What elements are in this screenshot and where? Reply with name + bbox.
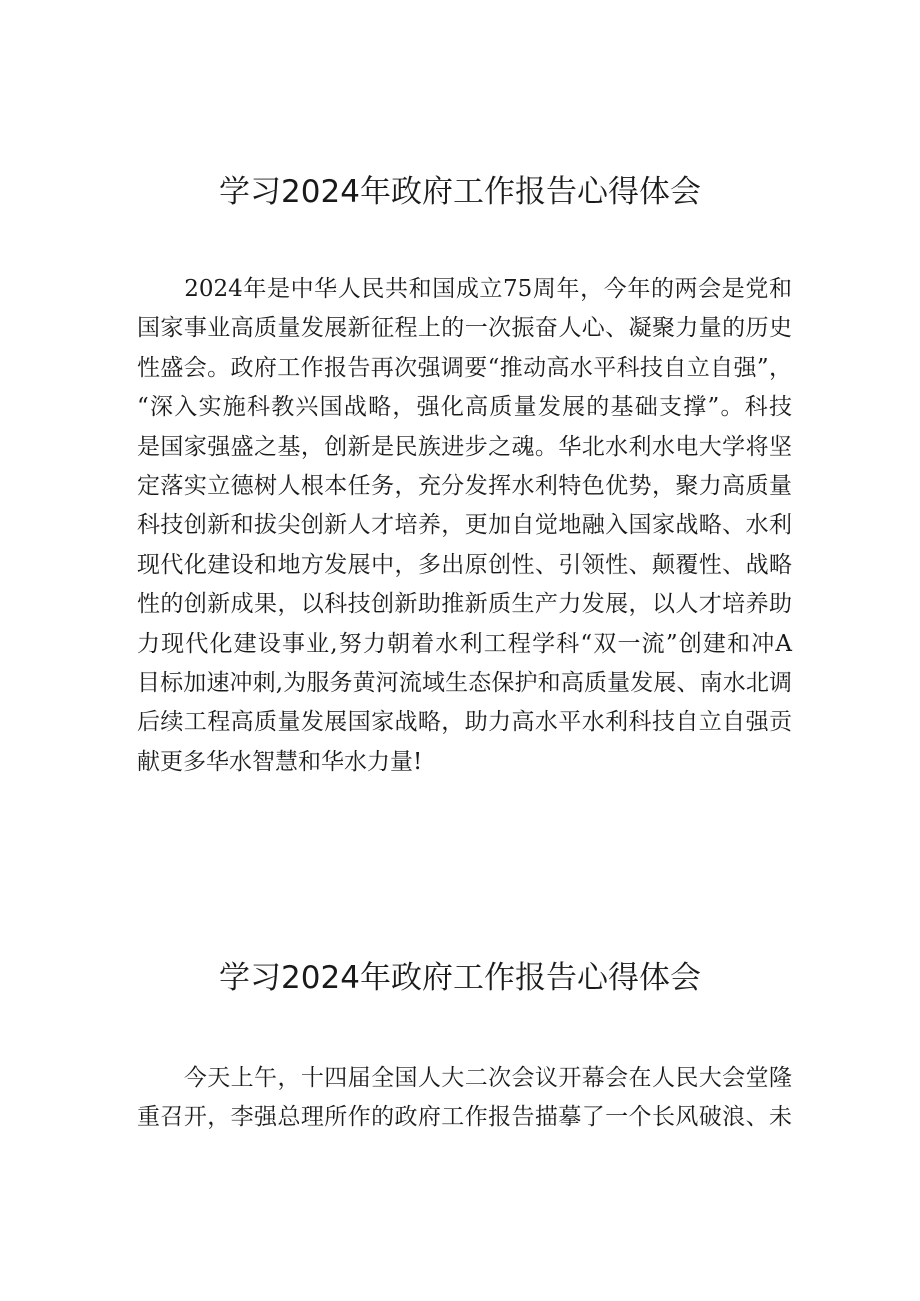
body-paragraph <box>137 270 792 782</box>
paragraph-line: 献更多华水智慧和华水力量! <box>137 748 423 775</box>
paragraph-line: 性的创新成果，以科技创新助推新质生产力发展，以人才培养助 <box>137 591 792 618</box>
paragraph-line: 重召开，李强总理所作的政府工作报告描摹了一个长风破浪、未 <box>137 1104 792 1131</box>
paragraph-line: 国家事业高质量发展新征程上的一次振奋人心、凝聚力量的历史 <box>137 315 792 342</box>
paragraph-line: 今天上午，十四届全国人大二次会议开幕会在人民大会堂隆 <box>137 1065 792 1091</box>
paragraph-line: 现代化建设和地方发展中，多出原创性、引领性、颠覆性、战略 <box>137 551 792 578</box>
section-title: 学习2024年政府工作报告心得体会 <box>219 960 701 996</box>
section-title: 学习2024年政府工作报告心得体会 <box>219 174 701 210</box>
paragraph-line: “深入实施科教兴国战略，强化高质量发展的基础支撑”。科技 <box>137 394 792 421</box>
paragraph-line: 定落实立德树人根本任务，充分发挥水利特色优势，聚力高质量 <box>137 473 792 500</box>
paragraph-line: 性盛会。政府工作报告再次强调要“推动高水平科技自立自强”， <box>137 354 792 381</box>
paragraph-line: 目标加速冲刺,为服务黄河流域生态保护和高质量发展、南水北调 <box>137 670 792 697</box>
paragraph-line: 后续工程高质量发展国家战略，助力高水平水利科技自立自强贡 <box>137 709 792 736</box>
paragraph-line: 是国家强盛之基，创新是民族进步之魂。华北水利水电大学将坚 <box>137 433 792 460</box>
paragraph-line: 2024年是中华人民共和国成立75周年，今年的两会是党和 <box>137 276 792 302</box>
paragraph-line: 科技创新和拔尖创新人才培养，更加自觉地融入国家战略、水利 <box>137 512 792 539</box>
body-paragraph <box>137 1059 792 1138</box>
paragraph-line: 力现代化建设事业,努力朝着水利工程学科“双一流”创建和冲A <box>137 630 792 657</box>
